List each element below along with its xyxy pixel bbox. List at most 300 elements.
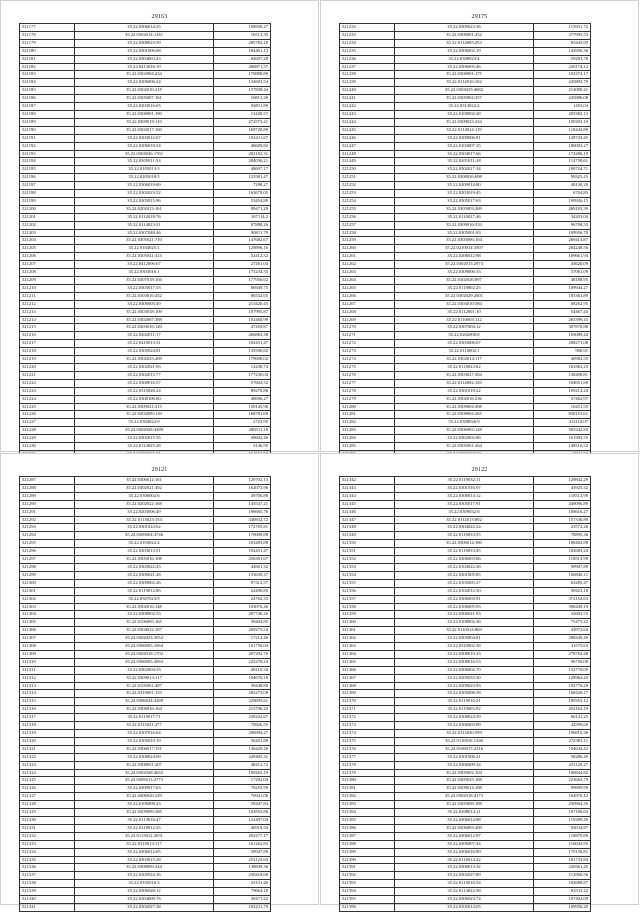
cadastral-number-cell: 35.22.0406005:49 xyxy=(75,300,214,308)
cadastral-number-cell: 35.22.0303025:4682 xyxy=(395,87,534,95)
row-number-cell: 521254 xyxy=(340,197,395,205)
table-row xyxy=(340,134,591,142)
table-row xyxy=(20,435,271,443)
value-cell: 170888,89 xyxy=(214,71,271,79)
cadastral-number-cell: 35.22.0114002:120 xyxy=(395,379,534,387)
table-row xyxy=(340,55,591,63)
cadastral-number-cell: 35.22.0306012:65 xyxy=(75,848,214,856)
cadastral-number-cell: 35.22.0119017:71 xyxy=(75,714,214,722)
cadastral-number-cell: 35.22.0306002:70 xyxy=(395,666,534,674)
row-number-cell: 521389 xyxy=(340,848,395,856)
value-cell: 167114,2 xyxy=(214,213,271,221)
value-cell: 177230,04 xyxy=(214,371,271,379)
value-cell: 172705,81 xyxy=(214,524,271,532)
table-row xyxy=(20,126,271,134)
row-number-cell: 521324 xyxy=(20,769,75,777)
row-number-cell: 521340 xyxy=(20,896,75,904)
cadastral-number-cell: 35.22.0305003:269 xyxy=(395,205,534,213)
row-number-cell: 521309 xyxy=(20,650,75,658)
table-row xyxy=(20,197,271,205)
row-number-cell: 521249 xyxy=(340,158,395,166)
table-row xyxy=(340,832,591,840)
value-cell: 164976,12 xyxy=(534,793,591,801)
table-row xyxy=(340,864,591,872)
value-cell: 100724,71 xyxy=(534,166,591,174)
row-number-cell: 521259 xyxy=(340,237,395,245)
cadastral-number-cell: 35.22.0305010:19 xyxy=(75,737,214,745)
cadastral-number-cell: 35.22.0309023:36 xyxy=(395,24,534,32)
table-row xyxy=(340,229,591,237)
table-row xyxy=(20,840,271,848)
table-row xyxy=(20,174,271,182)
row-number-cell: 521343 xyxy=(340,484,395,492)
value-cell: 398449,19 xyxy=(534,603,591,611)
cadastral-number-cell: 35.22.0306006:24 xyxy=(75,79,214,87)
cadastral-number-cell: 35.22.0309006:53 xyxy=(395,269,534,277)
cadastral-number-cell: 35.22.0406020:229 xyxy=(75,793,214,801)
cadastral-number-cell: 35.22.0303022:23 xyxy=(75,563,214,571)
table-row xyxy=(20,619,271,627)
cadastral-number-cell: 35.22.0106008:23 xyxy=(75,801,214,809)
cadastral-number-cell: 35.22.0307023:9 xyxy=(75,595,214,603)
row-number-cell: 521205 xyxy=(20,245,75,253)
row-number-cell: 521238 xyxy=(340,71,395,79)
cadastral-number-cell: 35.22.0302028:4389 xyxy=(75,427,214,435)
cadastral-number-cell: 35.22.0304010:584 xyxy=(395,300,534,308)
table-row xyxy=(20,864,271,872)
value-cell: 39471,22 xyxy=(214,896,271,904)
table-row xyxy=(340,587,591,595)
cadastral-number-cell: 35.22.0119016:21 xyxy=(395,698,534,706)
cadastral-number-cell: 35.22.0308013:32 xyxy=(395,864,534,872)
table-row xyxy=(340,387,591,395)
value-cell: 23131,46 xyxy=(214,880,271,888)
value-cell: 206994,27 xyxy=(214,730,271,738)
table-row xyxy=(340,411,591,419)
cadastral-number-cell: 35.22.0302029:2601 xyxy=(395,292,534,300)
table-row xyxy=(340,435,591,443)
value-cell: 105089,44 xyxy=(534,332,591,340)
row-number-cell: 521220 xyxy=(20,363,75,371)
cadastral-number-cell: 35.22.0206003:86 xyxy=(395,556,534,564)
cadastral-number-cell: 35.22.0306003:3063 xyxy=(75,658,214,666)
value-cell: 101756,04 xyxy=(214,643,271,651)
row-number-cell: 521369 xyxy=(340,690,395,698)
value-cell: 40982,55 xyxy=(534,356,591,364)
parcel-table-wrap xyxy=(19,23,268,459)
cadastral-number-cell: 35.22.0412006:67 xyxy=(75,261,214,269)
cadastral-number-cell: 35.22.0306002:6 xyxy=(75,492,214,500)
table-row xyxy=(340,63,591,71)
row-number-cell: 521295 xyxy=(20,540,75,548)
value-cell: 285782,18 xyxy=(214,39,271,47)
row-number-cell: 521312 xyxy=(20,674,75,682)
row-number-cell: 521229 xyxy=(20,435,75,443)
cadastral-number-cell: 35.22.0209023:93 xyxy=(395,682,534,690)
cadastral-number-cell: 35.22.0302004:234 xyxy=(75,71,214,79)
cadastral-number-cell: 35.22.0113020:599 xyxy=(395,730,534,738)
cadastral-number-cell: 35.22.0105001:487 xyxy=(75,682,214,690)
table-row xyxy=(20,387,271,395)
table-row xyxy=(20,587,271,595)
row-number-cell: 521273 xyxy=(340,348,395,356)
value-cell: 118513,99 xyxy=(534,492,591,500)
value-cell: 282273,08 xyxy=(214,690,271,698)
table-row xyxy=(20,31,271,39)
table-row xyxy=(340,563,591,571)
table-row xyxy=(20,443,271,451)
cadastral-number-cell: 35.22.0402011:17 xyxy=(75,332,214,340)
cadastral-number-cell: 35.22.0106005:93 xyxy=(395,603,534,611)
cadastral-number-cell: 35.22.0308014:11 xyxy=(395,809,534,817)
row-number-cell: 521244 xyxy=(340,118,395,126)
cadastral-number-cell: 35.22.0306014:180 xyxy=(395,540,534,548)
table-row xyxy=(20,579,271,587)
table-row xyxy=(20,540,271,548)
value-cell: 22496,85 xyxy=(214,587,271,595)
cadastral-number-cell: 35.22.0305017:63 xyxy=(395,197,534,205)
table-row xyxy=(20,548,271,556)
cadastral-number-cell: 35.22.0302007:388 xyxy=(75,316,214,324)
row-number-cell: 521294 xyxy=(20,532,75,540)
cadastral-number-cell: 35.22.0303016:452 xyxy=(75,292,214,300)
value-cell: 163363,25 xyxy=(534,363,591,371)
cadastral-number-cell: 35.22.0118023:62 xyxy=(395,363,534,371)
row-number-cell: 521255 xyxy=(340,205,395,213)
row-number-cell: 521388 xyxy=(340,840,395,848)
row-number-cell: 521227 xyxy=(20,419,75,427)
value-cell: 104676,18 xyxy=(214,674,271,682)
value-cell: 44599,60 xyxy=(534,722,591,730)
value-cell: 12238,74 xyxy=(214,363,271,371)
table-row xyxy=(340,269,591,277)
cadastral-number-cell: 35.22.0206012:88 xyxy=(395,253,534,261)
row-number-cell: 521258 xyxy=(340,229,395,237)
value-cell: 122497,04 xyxy=(214,816,271,824)
row-number-cell: 521333 xyxy=(20,840,75,848)
row-number-cell: 521372 xyxy=(340,714,395,722)
row-number-cell: 521318 xyxy=(20,722,75,730)
value-cell: 13428,57 xyxy=(214,110,271,118)
table-row xyxy=(20,427,271,435)
parcel-table xyxy=(19,476,271,912)
value-cell: 142956,36 xyxy=(534,47,591,55)
table-row xyxy=(20,213,271,221)
value-cell: 110389,49 xyxy=(534,816,591,824)
value-cell: 168781,69 xyxy=(214,411,271,419)
value-cell: 288449,49 xyxy=(534,635,591,643)
row-number-cell: 521296 xyxy=(20,548,75,556)
cadastral-number-cell: 35.22.0307048:46 xyxy=(75,229,214,237)
row-number-cell: 521287 xyxy=(20,477,75,485)
row-number-cell: 521274 xyxy=(340,356,395,364)
row-number-cell: 521183 xyxy=(20,71,75,79)
table-row xyxy=(340,79,591,87)
cadastral-number-cell: 35.22.0113023:154 xyxy=(75,516,214,524)
table-row xyxy=(340,197,591,205)
value-cell: 145547,21 xyxy=(214,500,271,508)
value-cell: 78895,36 xyxy=(534,532,591,540)
value-cell: 135590,82 xyxy=(214,348,271,356)
table-row xyxy=(20,896,271,904)
row-number-cell: 521371 xyxy=(340,706,395,714)
value-cell: 109214,24 xyxy=(534,387,591,395)
row-number-cell: 521187 xyxy=(20,103,75,111)
cadastral-number-cell: 35.22.0103022:4 xyxy=(75,540,214,548)
row-number-cell: 521261 xyxy=(340,253,395,261)
value-cell: 107186,63 xyxy=(534,809,591,817)
table-row xyxy=(20,340,271,348)
cadastral-number-cell: 35.22.0201005:85 xyxy=(395,571,534,579)
table-row xyxy=(20,801,271,809)
value-cell: 109944,27 xyxy=(534,284,591,292)
table-row xyxy=(20,371,271,379)
row-number-cell: 521243 xyxy=(340,110,395,118)
cadastral-number-cell: 35.22.0306005:46 xyxy=(395,63,534,71)
table-row xyxy=(20,484,271,492)
value-cell: 190926,15 xyxy=(534,197,591,205)
value-cell: 161983,55 xyxy=(534,435,591,443)
table-row xyxy=(340,643,591,651)
row-number-cell: 521367 xyxy=(340,674,395,682)
row-number-cell: 521260 xyxy=(340,245,395,253)
value-cell: 168846,11 xyxy=(534,571,591,579)
row-number-cell: 521353 xyxy=(340,563,395,571)
cadastral-number-cell: 35.22.0309023:234 xyxy=(395,118,534,126)
row-number-cell: 521330 xyxy=(20,816,75,824)
cadastral-number-cell: 35.22.0110003:112 xyxy=(395,316,534,324)
cadastral-number-cell: 35.22.0203006:49 xyxy=(75,508,214,516)
value-cell: 196665,76 xyxy=(214,508,271,516)
row-number-cell: 521352 xyxy=(340,556,395,564)
table-row xyxy=(340,619,591,627)
table-row xyxy=(20,150,271,158)
value-cell: 84607,28 xyxy=(214,55,271,63)
table-row xyxy=(340,508,591,516)
table-row xyxy=(340,737,591,745)
table-row xyxy=(340,47,591,55)
cadastral-number-cell: 35.22.0206003:209 xyxy=(395,824,534,832)
value-cell: 175234,33 xyxy=(214,269,271,277)
page-title: 29175 xyxy=(471,14,488,20)
table-row xyxy=(340,682,591,690)
table-row xyxy=(20,403,271,411)
row-number-cell: 521204 xyxy=(20,237,75,245)
row-number-cell: 521383 xyxy=(340,801,395,809)
cadastral-number-cell: 35.22.0308001:175 xyxy=(395,71,534,79)
cadastral-number-cell: 35.22.0202009:139 xyxy=(75,411,214,419)
cadastral-number-cell: 35.22.0306017:151 xyxy=(75,745,214,753)
cadastral-number-cell: 35.22.0307018:104 xyxy=(75,277,214,285)
cadastral-number-cell: 35.22.0303015:28 xyxy=(75,856,214,864)
cadastral-number-cell: 35.22.0305011:54 xyxy=(75,158,214,166)
table-row xyxy=(340,674,591,682)
table-row xyxy=(340,880,591,888)
cadastral-number-cell: 35.22.0306012:87 xyxy=(395,832,534,840)
row-number-cell: 521328 xyxy=(20,801,75,809)
value-cell: 17292,04 xyxy=(214,777,271,785)
row-number-cell: 521210 xyxy=(20,284,75,292)
table-row xyxy=(340,253,591,261)
value-cell: 372154,63 xyxy=(534,595,591,603)
table-row xyxy=(20,47,271,55)
row-number-cell: 521338 xyxy=(20,880,75,888)
row-number-cell: 521382 xyxy=(340,793,395,801)
row-number-cell: 521289 xyxy=(20,492,75,500)
row-number-cell: 521193 xyxy=(20,150,75,158)
value-cell: 63285,47 xyxy=(534,579,591,587)
value-cell: 68262,95 xyxy=(534,300,591,308)
value-cell: 213420,43 xyxy=(214,300,271,308)
row-number-cell: 521386 xyxy=(340,824,395,832)
table-row xyxy=(340,840,591,848)
row-number-cell: 521195 xyxy=(20,166,75,174)
row-number-cell: 521361 xyxy=(340,627,395,635)
cadastral-number-cell: 35.22.0203019:45 xyxy=(395,190,534,198)
table-row xyxy=(340,190,591,198)
table-row xyxy=(20,627,271,635)
parcel-table xyxy=(19,23,271,459)
row-number-cell: 521185 xyxy=(20,87,75,95)
cadastral-number-cell: 35.22.0302018:1702 xyxy=(75,650,214,658)
cadastral-number-cell: 35.22.0302015:35 xyxy=(75,435,214,443)
cadastral-number-cell: 35.22.0306003:128 xyxy=(395,427,534,435)
cadastral-number-cell: 35.22.0308009:244 xyxy=(75,864,214,872)
cadastral-number-cell: 35.22.0305025:108 xyxy=(395,777,534,785)
row-number-cell: 521266 xyxy=(340,292,395,300)
table-row xyxy=(340,524,591,532)
value-cell: 157838,44 xyxy=(214,87,271,95)
cadastral-number-cell: 35.22.0301006:21 xyxy=(395,753,534,761)
value-cell: 265399,43 xyxy=(534,316,591,324)
value-cell: 76941,06 xyxy=(214,793,271,801)
row-number-cell: 521370 xyxy=(340,698,395,706)
value-cell: 37061,09 xyxy=(534,269,591,277)
value-cell: 27261,04 xyxy=(214,261,271,269)
value-cell: 340832,72 xyxy=(214,516,271,524)
table-row xyxy=(340,379,591,387)
row-number-cell: 521322 xyxy=(20,753,75,761)
cadastral-number-cell: 35.22.0302016:148 xyxy=(75,603,214,611)
row-number-cell: 521381 xyxy=(340,785,395,793)
cadastral-number-cell: 35.22.0308016:53 xyxy=(395,658,534,666)
cadastral-number-cell: 35.22.0306018:54 xyxy=(75,142,214,150)
row-number-cell: 521235 xyxy=(340,47,395,55)
row-number-cell: 521209 xyxy=(20,277,75,285)
row-number-cell: 521341 xyxy=(20,903,75,911)
table-row xyxy=(340,484,591,492)
table-row xyxy=(340,698,591,706)
cadastral-number-cell: 35.22.0305008:58 xyxy=(395,690,534,698)
table-row xyxy=(20,769,271,777)
row-number-cell: 521206 xyxy=(20,253,75,261)
value-cell: 24762,33 xyxy=(214,595,271,603)
row-number-cell: 521347 xyxy=(340,516,395,524)
cadastral-number-cell: 35.22.0305004:81 xyxy=(395,635,534,643)
value-cell: 99325,43 xyxy=(534,174,591,182)
row-number-cell: 521252 xyxy=(340,182,395,190)
row-number-cell: 521264 xyxy=(340,277,395,285)
row-number-cell: 521364 xyxy=(340,650,395,658)
row-number-cell: 521305 xyxy=(20,619,75,627)
cadastral-number-cell: 35.22.0114014:119 xyxy=(395,126,534,134)
value-cell: 1453,04 xyxy=(534,103,591,111)
table-row xyxy=(340,87,591,95)
table-row xyxy=(340,403,591,411)
table-row xyxy=(20,103,271,111)
table-row xyxy=(20,237,271,245)
table-row xyxy=(20,698,271,706)
value-cell: 278764,48 xyxy=(534,650,591,658)
table-row xyxy=(20,492,271,500)
row-number-cell: 521357 xyxy=(340,595,395,603)
value-cell: 174286,19 xyxy=(534,150,591,158)
value-cell: 2723,95 xyxy=(214,419,271,427)
row-number-cell: 521228 xyxy=(20,427,75,435)
cadastral-number-cell: 35.22.0113016:47 xyxy=(75,816,214,824)
value-cell: 99699,99 xyxy=(534,785,591,793)
table-row xyxy=(20,880,271,888)
table-row xyxy=(20,419,271,427)
cadastral-number-cell: 35.22.0119032:11 xyxy=(395,477,534,485)
value-cell: 32603,53 xyxy=(534,611,591,619)
table-row xyxy=(20,245,271,253)
table-row xyxy=(20,650,271,658)
cadastral-number-cell: 35.22.0110016:1346 xyxy=(395,737,534,745)
value-cell: 161262,83 xyxy=(214,840,271,848)
cadastral-number-cell: 35.22.0302023:3052 xyxy=(75,635,214,643)
table-row xyxy=(20,269,271,277)
document-page-4 xyxy=(320,453,639,909)
cadastral-number-cell: 35.22.0303018:109 xyxy=(75,308,214,316)
cadastral-number-cell: 35.22.0108002:36 xyxy=(395,619,534,627)
row-number-cell: 521360 xyxy=(340,619,395,627)
row-number-cell: 521292 xyxy=(20,516,75,524)
row-number-cell: 521214 xyxy=(20,316,75,324)
value-cell: 85443,95 xyxy=(534,39,591,47)
cadastral-number-cell: 35.22.0104022:28 xyxy=(395,563,534,571)
cadastral-number-cell: 35.22.0303016:120 xyxy=(75,324,214,332)
value-cell: 96750,00 xyxy=(534,658,591,666)
cadastral-number-cell: 35.22.0112001:10 xyxy=(395,308,534,316)
cadastral-number-cell: 35.22.0306019:69 xyxy=(75,182,214,190)
cadastral-number-cell: 35.22.0110016:34 xyxy=(395,880,534,888)
cadastral-number-cell: 35.22.0308026:698 xyxy=(395,174,534,182)
cadastral-number-cell: 35.22.0110033:55 xyxy=(395,532,534,540)
value-cell: 17212,46 xyxy=(214,635,271,643)
table-row xyxy=(340,150,591,158)
row-number-cell: 521293 xyxy=(20,524,75,532)
table-row xyxy=(20,277,271,285)
cadastral-number-cell: 35.22.0302027:28 xyxy=(75,903,214,911)
row-number-cell: 521278 xyxy=(340,387,395,395)
value-cell: 108930,27 xyxy=(214,24,271,32)
cadastral-number-cell: 35.22.0410013:31 xyxy=(75,340,214,348)
table-row xyxy=(20,777,271,785)
table-row xyxy=(340,816,591,824)
cadastral-number-cell: 35.22.0305004:357 xyxy=(395,95,534,103)
value-cell: 90907,89 xyxy=(534,563,591,571)
value-cell: 192776,29 xyxy=(534,682,591,690)
row-number-cell: 521230 xyxy=(20,443,75,451)
value-cell: 47459,87 xyxy=(214,324,271,332)
table-row xyxy=(340,809,591,817)
cadastral-number-cell: 35.22.0303016:1 xyxy=(75,269,214,277)
value-cell: 249405,31 xyxy=(214,753,271,761)
table-row xyxy=(20,500,271,508)
value-cell: 138849,36 xyxy=(214,864,271,872)
cadastral-number-cell: 35.22.0119005:92 xyxy=(395,706,534,714)
